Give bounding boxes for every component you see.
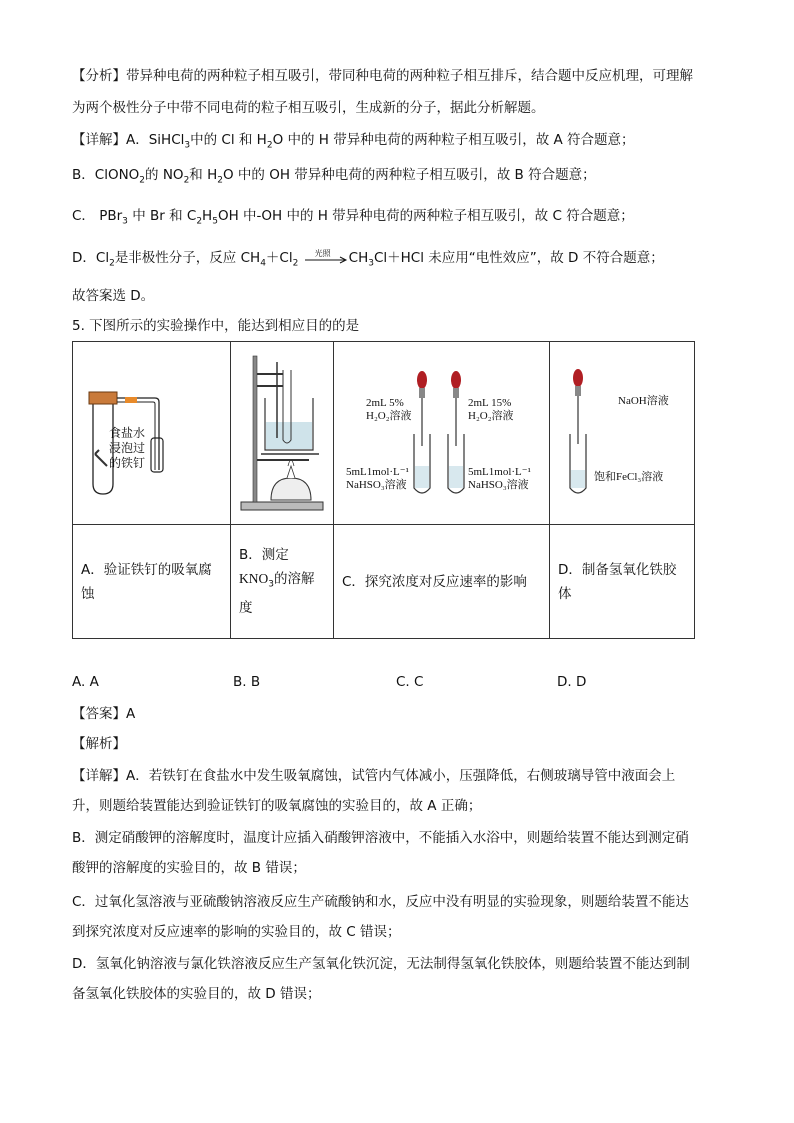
- option-b: B. B: [233, 674, 261, 690]
- option-a: A. A: [72, 674, 99, 690]
- fig-a-label-2: 浸泡过: [109, 441, 146, 455]
- figure-c-rate-apparatus: [334, 342, 549, 520]
- detail-c: C． PBr$_3$ 中 Br 和 $C_2H_5OH$ 中-OH 中的 H 带异种电荷的两种粒子相互吸引，故 C 符合题意；: [72, 208, 634, 227]
- fig-a-label-3: 的铁钉: [109, 456, 146, 470]
- arrow-icon: [303, 253, 349, 267]
- analysis-tag: 【分析】: [72, 68, 126, 84]
- explanation-label: 【解析】: [72, 736, 126, 752]
- explanation-c-1: C．过氧化氢溶液与亚硫酸钠溶液反应生产硫酸钠和水，反应中没有明显的实验现象，则题给装置不能达: [72, 894, 689, 910]
- caption-a: A．验证铁钉的吸氧腐蚀: [81, 561, 212, 602]
- fig-c-right-top-1: 2mL 15%: [468, 397, 512, 409]
- figure-b-cell: [231, 342, 334, 525]
- fig-c-right-bottom-2: NaHSO₃溶液: [468, 479, 529, 491]
- fig-c-left-top-1: 2mL 5%: [366, 397, 404, 409]
- caption-c-cell: [334, 525, 550, 639]
- analysis-line-2: 为两个极性分子中带不同电荷的粒子相互吸引，生成新的分子，据此分析解题。: [72, 100, 545, 116]
- explanation-b-2: 酸钾的溶解度的实验目的，故 B 错误；: [72, 860, 306, 876]
- explanation-d-1: D．氢氧化钠溶液与氯化铁溶液反应生产氢氧化铁沉淀，无法制得氢氧化铁胶体，则题给装置不能达到制: [72, 956, 690, 972]
- fig-c-left-bottom-1: 5mL1mol·L⁻¹: [346, 466, 409, 478]
- figure-a-cell: [73, 342, 231, 525]
- fig-c-right-bottom-1: 5mL1mol·L⁻¹: [468, 466, 531, 478]
- option-c: C. C: [396, 674, 424, 690]
- detail-d: D．$Cl_2$是非极性分子，反应 $CH_4+Cl_2$ 光照 $CH_3Cl+HCl$ 未应用“电性效应”，故 D 不符合题意；: [72, 249, 664, 269]
- caption-d-cell: [550, 525, 695, 639]
- reaction-arrow: 光照: [303, 251, 349, 265]
- option-d: D. D: [557, 674, 587, 690]
- explanation-d-2: 备氢氧化铁胶体的实验目的，故 D 错误；: [72, 986, 321, 1002]
- fig-d-bottom-label: 饱和FeCl₃溶液: [594, 471, 664, 483]
- caption-b-cell: [231, 525, 334, 639]
- caption-a-cell: [73, 525, 231, 639]
- detail-a: 【详解】A．SiHCl$_3$中的 Cl 和 $H_2O$ 中的 H 带异种电荷的两种粒子相互吸引，故 A 符合题意；: [72, 132, 635, 151]
- fig-c-left-bottom-2: NaHSO₃溶液: [346, 479, 407, 491]
- fig-c-left-top-2: H₂O₂溶液: [366, 410, 412, 422]
- explanation-c-2: 到探究浓度对反应速率的影响的实验目的，故 C 错误；: [72, 924, 401, 940]
- figure-c-cell: [334, 342, 550, 525]
- figure-a-iron-nail-apparatus: [73, 342, 230, 520]
- explanation-b-1: B．测定硝酸钾的溶解度时，温度计应插入硝酸钾溶液中，不能插入水浴中，则题给装置不能达到测定硝: [72, 830, 689, 846]
- analysis-line-1: 【分析】带异种电荷的两种粒子相互吸引，带同种电荷的两种粒子相互排斥，结合题中反应机理，可理解: [72, 68, 693, 84]
- fig-a-label-1: 食盐水: [109, 426, 146, 440]
- figure-d-cell: [550, 342, 695, 525]
- answer-line: 【答案】A: [72, 706, 136, 722]
- question-5-stem: 5. 下图所示的实验操作中，能达到相应目的的是: [72, 318, 360, 334]
- caption-c: C．探究浓度对反应速率的影响: [342, 573, 527, 590]
- figure-b-solubility-apparatus: [231, 342, 333, 520]
- explanation-a-1: 【详解】A．若铁钉在食盐水中发生吸氧腐蚀，试管内气体减小，压强降低，右侧玻璃导管中液面会上: [72, 768, 676, 784]
- caption-d: D．制备氢氧化铁胶体: [558, 561, 677, 602]
- detail-conclusion: 故答案选 D。: [72, 288, 155, 304]
- figure-d-colloid-apparatus: [550, 342, 694, 520]
- caption-b: B．测定 $KNO_3$的溶解度: [239, 546, 315, 617]
- fig-c-right-top-2: H₂O₂溶液: [468, 410, 514, 422]
- experiment-table: [72, 341, 695, 639]
- explanation-a-2: 升，则题给装置能达到验证铁钉的吸氧腐蚀的实验目的，故 A 正确；: [72, 798, 482, 814]
- detail-b: B．ClONO$_2$的 $NO_2$和 $H_2O$ 中的 OH 带异种电荷的两种粒子相互吸引，故 B 符合题意；: [72, 167, 596, 186]
- fig-d-top-label: NaOH溶液: [618, 395, 669, 407]
